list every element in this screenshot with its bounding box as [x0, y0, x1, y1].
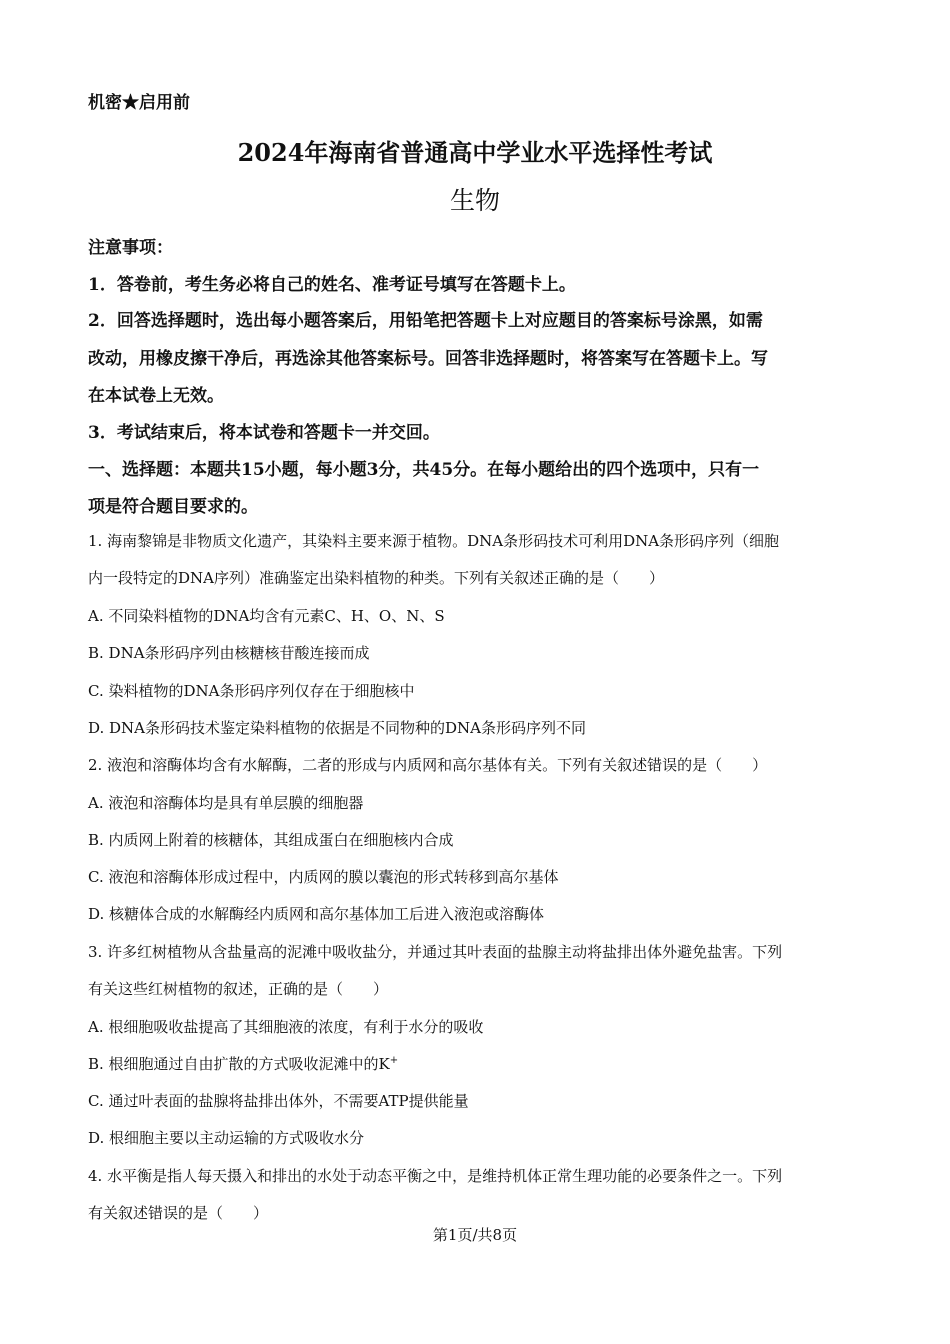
- note-2-line-3: 在本试卷上无效。: [88, 386, 224, 406]
- question-2-option-b: B. 内质网上附着的核糖体，其组成蛋白在细胞核内合成: [88, 831, 454, 849]
- question-3-option-d: D. 根细胞主要以主动运输的方式吸收水分: [88, 1129, 365, 1147]
- question-4-stem-line-2: 有关叙述错误的是（ ）: [88, 1204, 269, 1222]
- question-2-option-d: D. 核糖体合成的水解酶经内质网和高尔基体加工后进入液泡或溶酶体: [88, 905, 545, 923]
- question-1-option-b: B. DNA条形码序列由核糖核苷酸连接而成: [88, 644, 370, 662]
- notes-heading: 注意事项：: [88, 238, 173, 258]
- question-1-stem-line-1: 1. 海南黎锦是非物质文化遗产，其染料主要来源于植物。DNA条形码技术可利用DNA条形码序列（细胞: [88, 532, 780, 550]
- question-1-option-d: D. DNA条形码技术鉴定染料植物的依据是不同物种的DNA条形码序列不同: [88, 719, 586, 737]
- page-number: 第1页/共8页: [432, 1226, 518, 1244]
- note-3: 3．考试结束后，将本试卷和答题卡一并交回。: [88, 423, 440, 443]
- question-1-stem-line-2: 内一段特定的DNA序列）准确鉴定出染料植物的种类。下列有关叙述正确的是（ ）: [88, 569, 664, 587]
- question-1-option-c: C. 染料植物的DNA条形码序列仅存在于细胞核中: [88, 682, 415, 700]
- question-3-option-a: A. 根细胞吸收盐提高了其细胞液的浓度，有利于水分的吸收: [88, 1018, 484, 1036]
- question-3-stem-line-1: 3. 许多红树植物从含盐量高的泥滩中吸收盐分，并通过其叶表面的盐腺主动将盐排出体外避免盐害。下列: [88, 943, 783, 961]
- subject-title: 生物: [449, 186, 500, 215]
- note-1: 1．答卷前，考生务必将自己的姓名、准考证号填写在答题卡上。: [88, 275, 576, 295]
- question-2-option-c: C. 液泡和溶酶体形成过程中，内质网的膜以囊泡的形式转移到高尔基体: [88, 868, 559, 886]
- potassium-charge: +: [389, 1055, 399, 1066]
- note-2-line-2: 改动，用橡皮擦干净后，再选涂其他答案标号。回答非选择题时，将答案写在答题卡上。写: [88, 349, 768, 369]
- question-3-stem-line-2: 有关这些红树植物的叙述，正确的是（ ）: [88, 980, 389, 998]
- question-4-stem-line-1: 4. 水平衡是指人每天摄入和排出的水处于动态平衡之中，是维持机体正常生理功能的必要条件之一。下列: [88, 1167, 783, 1185]
- question-2-stem: 2. 液泡和溶酶体均含有水解酶，二者的形成与内质网和高尔基体有关。下列有关叙述错误的是（ ）: [88, 756, 768, 774]
- question-3-option-c: C. 通过叶表面的盐腺将盐排出体外，不需要ATP提供能量: [88, 1092, 469, 1110]
- confidential-mark: 机密★启用前: [88, 93, 190, 113]
- section-1-instruction-line-2: 项是符合题目要求的。: [88, 497, 258, 517]
- question-3-option-b: [88, 1053, 398, 1074]
- exam-title: 2024年海南省普通高中学业水平选择性考试: [237, 138, 713, 167]
- question-1-option-a: A. 不同染料植物的DNA均含有元素C、H、O、N、S: [88, 607, 445, 625]
- question-3-option-b-text: B. 根细胞通过自由扩散的方式吸收泥滩中的K: [88, 1055, 390, 1073]
- section-1-instruction-line-1: 一、选择题：本题共15小题，每小题3分，共45分。在每小题给出的四个选项中，只有一: [88, 460, 760, 480]
- note-2-line-1: 2．回答选择题时，选出每小题答案后，用铅笔把答题卡上对应题目的答案标号涂黑，如需: [88, 311, 763, 331]
- question-2-option-a: A. 液泡和溶酶体均是具有单层膜的细胞器: [88, 794, 364, 812]
